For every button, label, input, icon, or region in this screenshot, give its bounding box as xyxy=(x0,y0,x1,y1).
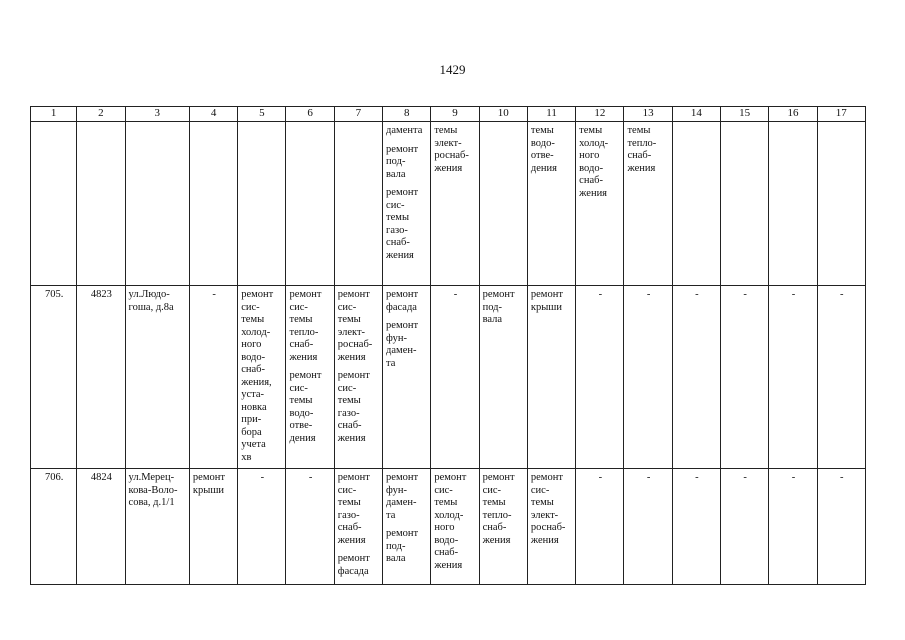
cell-text: темы холод- ного водо- снаб- жения xyxy=(579,125,609,199)
cell-text: темы водо- отве- дения xyxy=(530,125,557,174)
column-number: 13 xyxy=(624,107,672,122)
cell-text: - xyxy=(453,289,458,300)
cell-c15 xyxy=(721,469,769,585)
cell-c6 xyxy=(286,286,334,469)
cell-c14 xyxy=(672,286,720,469)
column-number: 5 xyxy=(238,107,286,122)
cell-text: ремонт фасада xyxy=(386,289,419,313)
cell-text: - xyxy=(646,472,651,483)
column-number: 12 xyxy=(576,107,624,122)
cell-text: ремонт под- вала xyxy=(386,143,419,180)
works-table xyxy=(30,106,866,585)
cell-c13 xyxy=(624,286,672,469)
cell-code: 4824 xyxy=(77,469,125,585)
cell-c5 xyxy=(238,469,286,585)
cell-no xyxy=(31,122,77,286)
cell-text: ремонт сис- темы элект- роснаб- жения xyxy=(337,289,373,363)
cell-text: ремонт фун- дамен- та xyxy=(386,472,419,521)
cell-c12 xyxy=(576,286,624,469)
cell-c14 xyxy=(672,469,720,585)
cell-c4 xyxy=(189,286,237,469)
cell-c5 xyxy=(238,122,286,286)
cell-c5 xyxy=(238,286,286,469)
cell-c17 xyxy=(817,122,865,286)
cell-address xyxy=(125,469,189,585)
table-row xyxy=(31,286,866,469)
cell-text: ремонт под- вала xyxy=(482,289,515,325)
cell-text: темы элект- роснаб- жения xyxy=(434,125,469,174)
column-number: 11 xyxy=(527,107,575,122)
cell-text: - xyxy=(598,289,603,300)
column-number: 2 xyxy=(77,107,125,122)
cell-c8 xyxy=(383,469,431,585)
cell-c8 xyxy=(383,286,431,469)
column-number: 8 xyxy=(383,107,431,122)
column-number: 4 xyxy=(189,107,237,122)
column-number: 16 xyxy=(769,107,817,122)
cell-no: 705. xyxy=(31,286,77,469)
cell-c12 xyxy=(576,122,624,286)
cell-c13 xyxy=(624,469,672,585)
cell-text: - xyxy=(840,289,844,300)
cell-c12 xyxy=(576,469,624,585)
cell-text: - xyxy=(308,472,313,483)
cell-c7 xyxy=(334,286,382,469)
cell-text: ремонт сис- темы элект- роснаб- жения xyxy=(530,472,566,546)
cell-text: - xyxy=(598,472,603,483)
cell-text: ремонт сис- темы холод- ного водо- снаб- жения, уста- новка при- бора учета хв xyxy=(241,289,274,463)
cell-c17 xyxy=(817,469,865,585)
cell-c9 xyxy=(431,469,479,585)
cell-c15 xyxy=(721,286,769,469)
column-number: 3 xyxy=(125,107,189,122)
cell-text: ремонт сис- темы газо- снаб- жения xyxy=(337,472,370,546)
cell-code: 4823 xyxy=(77,286,125,469)
cell-c17 xyxy=(817,286,865,469)
cell-c13 xyxy=(624,122,672,286)
cell-text: темы тепло- снаб- жения xyxy=(627,125,657,174)
cell-text: ремонт сис- темы водо- отве- дения xyxy=(289,370,322,444)
column-number-row xyxy=(31,107,866,122)
cell-c10 xyxy=(479,286,527,469)
cell-c6 xyxy=(286,469,334,585)
cell-text: - xyxy=(260,472,265,483)
cell-text: - xyxy=(743,472,747,483)
cell-no: 706. xyxy=(31,469,77,585)
column-number: 14 xyxy=(672,107,720,122)
cell-c7 xyxy=(334,122,382,286)
cell-c8 xyxy=(383,122,431,286)
cell-c7 xyxy=(334,469,382,585)
cell-text: ремонт крыши xyxy=(192,472,225,496)
cell-text: ремонт крыши xyxy=(530,289,563,313)
column-number: 17 xyxy=(817,107,865,122)
cell-c16 xyxy=(769,286,817,469)
table-row-continuation xyxy=(31,122,866,286)
cell-text: ремонт фун- дамен- та xyxy=(386,320,419,369)
cell-text: - xyxy=(791,289,796,300)
cell-text: ремонт фасада xyxy=(337,553,370,577)
cell-text: ремонт сис- темы газо- снаб- жения xyxy=(337,370,370,444)
cell-c16 xyxy=(769,122,817,286)
cell-text: ремонт под- вала xyxy=(386,528,419,564)
cell-text: - xyxy=(743,289,747,300)
column-number: 15 xyxy=(721,107,769,122)
cell-text: ремонт сис- темы газо- снаб- жения xyxy=(386,187,419,261)
column-number: 10 xyxy=(479,107,527,122)
cell-text: ул.Мерец- кова-Воло- сова, д.1/1 xyxy=(128,472,178,508)
column-number: 6 xyxy=(286,107,334,122)
page-number: 1429 xyxy=(439,62,466,77)
cell-c9 xyxy=(431,286,479,469)
cell-code xyxy=(77,122,125,286)
cell-text: - xyxy=(840,472,844,483)
cell-address xyxy=(125,122,189,286)
cell-c11 xyxy=(527,122,575,286)
cell-c6 xyxy=(286,122,334,286)
cell-text: - xyxy=(695,289,699,300)
cell-text: - xyxy=(212,289,216,300)
cell-text: - xyxy=(791,472,796,483)
cell-c10 xyxy=(479,122,527,286)
column-number: 1 xyxy=(31,107,77,122)
cell-c15 xyxy=(721,122,769,286)
cell-c10 xyxy=(479,469,527,585)
cell-c16 xyxy=(769,469,817,585)
cell-address xyxy=(125,286,189,469)
column-number: 9 xyxy=(431,107,479,122)
cell-c4 xyxy=(189,122,237,286)
column-number: 7 xyxy=(334,107,382,122)
cell-text: ул.Людо- гоша, д.8а xyxy=(128,289,174,313)
table-row xyxy=(31,469,866,585)
cell-c4 xyxy=(189,469,237,585)
cell-c11 xyxy=(527,286,575,469)
cell-text: дамента xyxy=(386,125,423,136)
cell-c9 xyxy=(431,122,479,286)
cell-text: - xyxy=(695,472,699,483)
cell-text: ремонт сис- темы тепло- снаб- жения xyxy=(482,472,515,546)
cell-c14 xyxy=(672,122,720,286)
cell-text: ремонт сис- темы тепло- снаб- жения xyxy=(289,289,322,363)
cell-text: ремонт сис- темы холод- ного водо- снаб- жения xyxy=(434,472,467,571)
cell-c11 xyxy=(527,469,575,585)
cell-text: - xyxy=(646,289,651,300)
